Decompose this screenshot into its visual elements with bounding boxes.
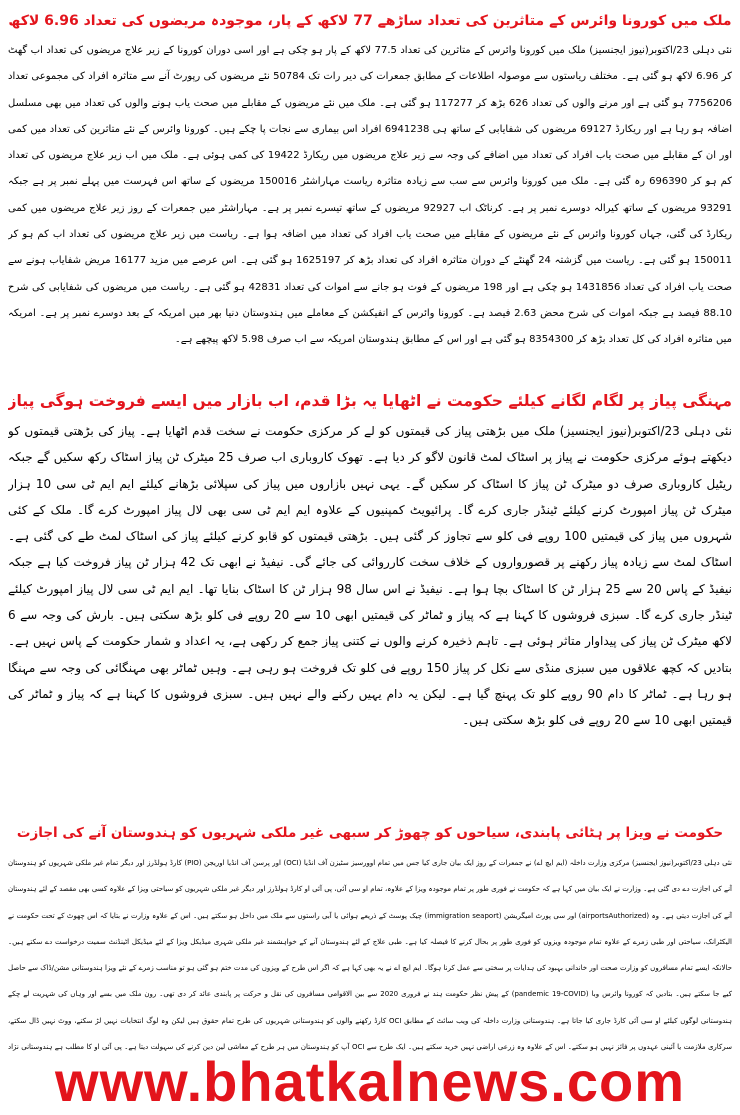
site-url-banner: www.bhatkalnews.com: [55, 1050, 685, 1113]
headline-covid: ملک میں کورونا وائرس کے متاثرین کی تعداد ساڑھے 77 لاکھ کے پار، موجودہ مریضوں کی تعداد 6.96 لاکھ: [8, 13, 732, 29]
headline-visa: حکومت نے ویزا پر ہٹائی پابندی، سیاحوں کو چھوڑ کر سبھی غیر ملکی شہریوں کو ہندوستان آنے کی اجازت: [16, 825, 724, 841]
article-covid-body: نئی دہلی 23/اکتوبر(نیوز ایجنسیز) ملک میں کورونا وائرس کے متاثرین کی تعداد 77.5 لاکھ کے پار ہو چکی ہے اور اسی دوران کورونا کے زیر علاج مریضوں کی تعداد اب گھٹ کر 6.96 لاکھ ہو گئی ہے۔ مختلف ریاستوں سے موصولہ اطلاعات کے مطابق جمعرات کی دیر رات تک 50784 نئے مریضوں کی رپورٹ آنے سے متاثرہ افراد کی مجموعی تعداد 7756206 ہو گئی ہے اور مرنے والوں کی تعداد 626 بڑھ کر 117277 ہو گئی ہے۔ ملک میں نئے مریضوں کے مقابلے میں صحت یاب ہونے والوں کی تعداد میں بھی مسلسل اضافہ ہو رہا ہے اور ریکارڈ 69127 مریضوں کی شفایابی کے ساتھ ہی 6941238 افراد اس بیماری سے نجات پا چکے ہیں۔ کورونا وائرس کے نئے متاثرین کی تعداد میں کمی اور ان کے مقابلے میں صحت یاب افراد کی تعداد میں اضافے کی وجہ سے زیر علاج مریضوں میں ریکارڈ 19422 کی کمی ہوئی ہے۔ ملک میں اب زیر علاج مریضوں کی تعداد کم ہو کر 696390 رہ گئی ہے۔ ملک میں کورونا وائرس سے سب سے زیادہ متاثرہ ریاست مہاراشٹر 150016 مریضوں کے ساتھ اس فہرست میں پہلے نمبر پر ہے جبکہ 93291 مریضوں کے ساتھ کیرالہ دوسرے نمبر پر ہے۔ کرناٹک اب 92927 مریضوں کے ساتھ تیسرے نمبر پر ہے۔ مہاراشٹر میں جمعرات کے روز زیر علاج مریضوں میں کمی ریکارڈ کی گئی، جہاں کورونا وائرس کے نئے مریضوں کے مقابلے میں صحت یاب افراد کی تعداد میں اضافہ ہوا ہے۔ ریاست میں زیر علاج مریضوں کی تعداد اب کم ہو کر 150011 ہو گئی ہے۔ ریاست میں گزشتہ 24 گھنٹے کے دوران متاثرہ افراد کی تعداد بڑھ کر 1625197 ہو گئی ہے۔ اس عرصے میں مزید 16177 مریض شفایاب ہونے سے صحت یاب افراد کی تعداد 1431856 ہو چکی ہے اور 198 مریضوں کے فوت ہو جانے سے اموات کی تعداد 42831 ہو گئی ہے۔ ریاست میں مریضوں کی شفایابی کی شرح 88.10 فیصد ہے جبکہ اموات کی شرح محض 2.63 فیصد ہے۔ کورونا وائرس کے انفیکشن کے معاملے میں ہندوستان دنیا بھر میں امریکہ کے بعد دوسرے نمبر پر ہے۔ امریکہ میں متاثرہ افراد کی کل تعداد بڑھ کر 8354300 ہو گئی ہے اور اس کے مطابق ہندوستان امریکہ سے اب صرف 5.98 لاکھ پیچھے ہے۔: [8, 45, 732, 346]
headline-onion-prices: مہنگی پیاز پر لگام لگانے کیلئے حکومت نے اٹھایا یہ بڑا قدم، اب بازار میں ایسے فروخت ہوگی پیاز: [8, 392, 732, 410]
article-visa-body: نئی دہلی 23/اکتوبر(نیوز ایجنسیز) مرکزی وزارت داخلہ (ایم ایچ اے) نے جمعرات کے روز ایک بیان جاری کیا جس میں تمام اوورسیز سٹیزن آف انڈیا (OCI) اور پرسن آف انڈیا اوریجن (PIO) کارڈ ہولڈرز اور دیگر تمام غیر ملکی شہریوں کو ہندوستان آنے کی اجازت دے دی گئی ہے۔ وزارت نے ایک بیان میں کہا ہے کہ حکومت نے فوری طور پر تمام موجودہ ویزا کے علاوہ، تمام او سی آئی، پی آئی او کارڈ ہولڈرز اور دیگر غیر ملکی شہریوں کو سیاحتی ویزا کے علاوہ کسی بھی مقصد کے لئے ہندوستان آنے کی اجازت دیتی ہے۔ وہ (airportsAuthorized) اور سی پورٹ امیگریشن (immigration seaport) چیک پوسٹ کے ذریعے ہوائی یا آبی راستوں سے ملک میں داخل ہو سکتے ہیں۔ اس کے علاوہ وزارت نے بتایا کہ اس چھوٹ کے تحت حکومت نے الیکٹرانک، سیاحتی اور طبی زمرے کے علاوہ تمام موجودہ ویزوں کو فوری طور پر بحال کرنے کا فیصلہ کیا ہے۔ طبی علاج کے لئے ہندوستان آنے کے خواہشمند غیر ملکی شہری میڈیکل ویزا کے لئے میڈیکل اٹینڈنٹ سمیت درخواست دے سکتے ہیں۔ حالانکہ ایسے تمام مسافروں کو وزارت صحت اور خاندانی بہبود کی ہدایات پر سختی سے عمل کرنا ہوگا۔ ایم ایچ اے نے یہ بھی کہا ہے کہ اگر اس طرح کے ویزوں کی مدت ختم ہو گئی ہو تو مناسب زمرے کے نئے ویزا ہندوستانی مشن/ڈاک سے حاصل کیے جا سکتے ہیں۔ بتادیں کہ کورونا وائرس وبا (pandemic 19-COVID) کے پیش نظر حکومت ہند نے فروری 2020 سے بین الاقوامی مسافروں کی نقل و حرکت پر پابندی عائد کر دی تھی۔ رون ملک میں بسے اور وہاں کی شہریت لے چکے ہندوستانی لوگوں کیلئے او سی آئی کارڈ جاری کیا جاتا ہے۔ ہندوستانی وزارت داخلہ کی ویب سائٹ کے مطابق OCI کارڈ رکھنے والوں کو ہندوستانی شہریوں کی طرح تمام حقوق ہیں لیکن وہ لوگ انتخابات نہیں لڑ سکتے، ووٹ نہیں ڈال سکتے، سرکاری ملازمت یا آئینی عہدوں پر فائز نہیں ہو سکتے۔ اس کے علاوہ وہ زرعی اراضی نہیں خرید سکتے ہیں۔ ایک طرح سے OCI آپ کو ہندوستان میں ہر طرح کے معاشی لین دین کرنے کی سہولت دیتا ہے۔ پی آئی او کا مطلب ہے ہندوستانی نژاد: [8, 859, 732, 1052]
article-onion-body: نئی دہلی 23/اکتوبر(نیوز ایجنسیز) ملک میں بڑھتی پیاز کی قیمتوں کو لے کر مرکزی حکومت نے سخت قدم اٹھایا ہے۔ پیاز کی بڑھتی قیمتوں کو دیکھتے ہوئے مرکزی حکومت نے پیاز پر اسٹاک لمٹ قانون لاگو کر دیا ہے۔ تھوک کاروباری اب صرف 25 میٹرک ٹن پیاز اسٹاک رکھ سکیں گے جبکہ ریٹیل کاروباری صرف دو میٹرک ٹن پیاز کا اسٹاک کر سکیں گے۔ یہی نہیں بازاروں میں پیاز کی سپلائی بڑھانے کیلئے ایم ایم ٹی سی 10 ہزار میٹرک ٹن پیاز امپورٹ کرنے کیلئے ٹینڈر جاری کرے گا۔ پرائیویٹ کمپنیوں کے علاوہ ایم ایم ٹی سی بھی لال پیاز امپورٹ کرے گا۔ ملک کے کئی شہروں میں پیاز کی قیمتیں 100 روپے فی کلو سے تجاوز کر گئی ہیں۔ بڑھتی قیمتوں کو قابو کرنے کیلئے پیاز کی اسٹاک لمٹ طے کی گئی ہے۔ اسٹاک لمٹ سے زیادہ پیاز رکھنے پر قصورواروں کے خلاف سخت کارروائی کی جائے گی۔ نیفیڈ نے ابھی تک 42 ہزار ٹن پیاز فروخت کیا ہے جبکہ نیفیڈ کے پاس 20 سے 25 ہزار ٹن کا اسٹاک بچا ہوا ہے۔ نیفیڈ نے اس سال 98 ہزار ٹن کا اسٹاک بنایا تھا۔ ایم ایم ٹی سی لال پیاز امپورٹ کیلئے ٹینڈر جاری کرے گا۔ سبزی فروشوں کا کہنا ہے کہ پیاز و ٹماٹر کی قیمتیں ابھی 10 سے 20 روپے فی کلو بڑھ سکتی ہیں۔ بارش کی وجہ سے 6 لاکھ میٹرک ٹن پیاز کی پیداوار متاثر ہوئی ہے۔ تاہم ذخیرہ کرنے والوں نے کتنی پیاز جمع کر رکھی ہے، یہ اعداد و شمار حکومت کے پاس نہیں ہے۔ بتادیں کہ کچھ علاقوں میں سبزی منڈی سے نکل کر پیاز 150 روپے فی کلو تک فروخت ہو رہی ہے۔ وہیں ٹماٹر بھی مہنگائی کی وجہ سے مہنگا ہو رہا ہے۔ ٹماٹر کا دام 90 روپے کلو تک پہنچ گیا ہے۔ لیکن یہ دام یہیں رکنے والے نہیں ہیں۔ سبزی فروشوں کا کہنا ہے کہ پیاز و ٹماٹر کی قیمتیں ابھی 10 سے 20 روپے فی کلو بڑھ سکتی ہیں۔: [8, 424, 732, 728]
